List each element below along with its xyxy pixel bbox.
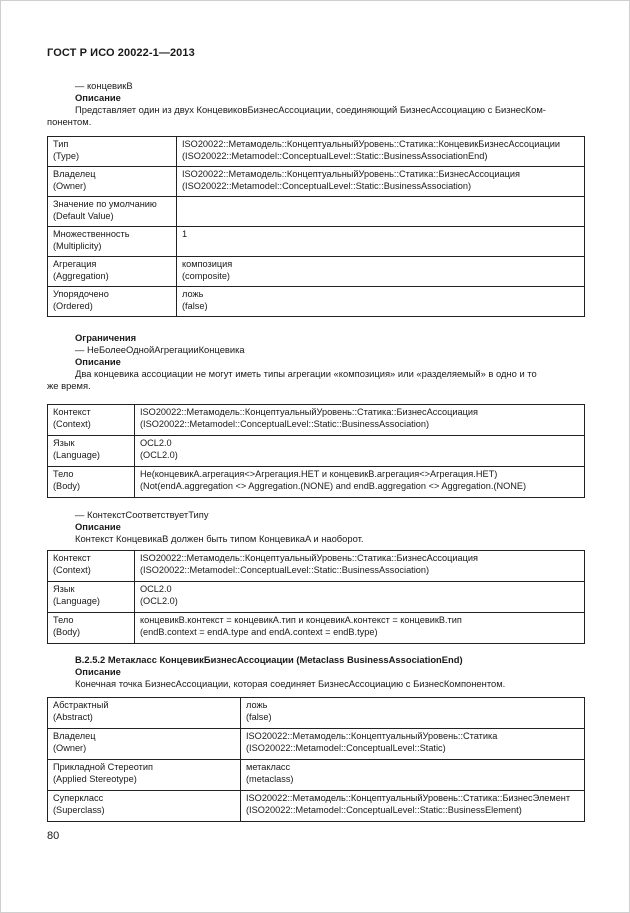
table-row <box>48 405 585 436</box>
table-value: ISO20022::Метамодель::КонцептуальныйУровень::Статика::БизнесЭлемент (ISO20022::Metamodel::ConceptualLevel::Static::BusinessElement) <box>241 791 585 822</box>
table-value: ISO20022::Метамодель::КонцептуальныйУровень::Статика::БизнесАссоциация (ISO20022::Metamodel::ConceptualLevel::Static::BusinessAssociation) <box>135 405 585 436</box>
page-number: 80 <box>47 830 60 842</box>
table-value: метакласс (metaclass) <box>241 760 585 791</box>
table-row <box>48 287 585 317</box>
description-title: Описание <box>75 521 121 532</box>
section-metaclass <box>47 654 583 690</box>
properties-table-end-b <box>47 136 585 317</box>
table-row <box>48 227 585 257</box>
description-text: Представляет один из двух КонцевиковБизнесАссоциации, соединяющий БизнесАссоциацию с БизнесКом- <box>75 104 546 115</box>
table-value: OCL2.0 (OCL2.0) <box>135 436 585 467</box>
table-key: Тело (Body) <box>48 613 135 644</box>
table-row <box>48 137 585 167</box>
table-value: OCL2.0 (OCL2.0) <box>135 582 585 613</box>
section-heading: B.2.5.2 Метакласс КонцевикБизнесАссоциации (Metaclass BusinessAssociationEnd) <box>75 654 463 665</box>
table-row <box>48 551 585 582</box>
constraint-table-aggregation <box>47 404 585 498</box>
table-value: ISO20022::Метамодель::КонцептуальныйУровень::Статика (ISO20022::Metamodel::ConceptualLevel::Static) <box>241 729 585 760</box>
table-key: Владелец (Owner) <box>48 729 241 760</box>
section-context-type <box>47 509 583 545</box>
table-key: Прикладной Стереотип (Applied Stereotype) <box>48 760 241 791</box>
table-key: Абстрактный (Abstract) <box>48 698 241 729</box>
description-title: Описание <box>75 356 121 367</box>
table-row <box>48 257 585 287</box>
description-text: Конечная точка БизнесАссоциации, которая соединяет БизнесАссоциацию с БизнесКомпонентом. <box>75 678 506 689</box>
table-key: Агрегация (Aggregation) <box>48 257 177 287</box>
table-key: Тип (Type) <box>48 137 177 167</box>
section-constraints <box>47 332 583 392</box>
table-row <box>48 467 585 498</box>
document-header: ГОСТ Р ИСО 20022-1—2013 <box>47 47 195 59</box>
table-value: концевикB.контекст = концевикA.тип и концевикA.контекст = концевикB.тип (endB.context = endA.type and endA.context = endB.type) <box>135 613 585 644</box>
metaclass-table <box>47 697 585 822</box>
description-title: Описание <box>75 666 121 677</box>
table-value: ISO20022::Метамодель::КонцептуальныйУровень::Статика::КонцевикБизнесАссоциации (ISO20022::Metamodel::ConceptualLevel::Static::BusinessAssociationEnd) <box>177 137 585 167</box>
list-item: — НеБолееОднойАгрегацииКонцевика <box>75 344 245 355</box>
table-row <box>48 613 585 644</box>
table-key: Тело (Body) <box>48 467 135 498</box>
table-row <box>48 436 585 467</box>
table-key: Язык (Language) <box>48 436 135 467</box>
table-row <box>48 729 585 760</box>
description-text-cont: же время. <box>47 380 91 391</box>
table-row <box>48 791 585 822</box>
list-item: — КонтекстСоответствуетТипу <box>75 509 209 520</box>
section-end-b <box>47 80 583 128</box>
table-row <box>48 582 585 613</box>
table-key: Контекст (Context) <box>48 551 135 582</box>
description-text: Контекст КонцевикаB должен быть типом КонцевикаA и наоборот. <box>75 533 364 544</box>
constraints-title: Ограничения <box>75 332 137 343</box>
table-row <box>48 698 585 729</box>
table-value: ложь (false) <box>177 287 585 317</box>
table-key: Упорядочено (Ordered) <box>48 287 177 317</box>
table-value: Не(концевикA.агрегация<>Агрегация.НЕТ и концевикB.агрегация<>Агрегация.НЕТ) (Not(endA.aggregation <> Aggregation.(NONE) and endB.aggregation <> Aggregation.(NONE) <box>135 467 585 498</box>
description-text: Два концевика ассоциации не могут иметь типы агрегации «композиция» или «разделяемый» в одно и то <box>75 368 537 379</box>
table-key: Контекст (Context) <box>48 405 135 436</box>
table-key: Язык (Language) <box>48 582 135 613</box>
table-value: ISO20022::Метамодель::КонцептуальныйУровень::Статика::БизнесАссоциация (ISO20022::Metamodel::ConceptualLevel::Static::BusinessAssociation) <box>177 167 585 197</box>
table-value: ISO20022::Метамодель::КонцептуальныйУровень::Статика::БизнесАссоциация (ISO20022::Metamodel::ConceptualLevel::Static::BusinessAssociation) <box>135 551 585 582</box>
table-value <box>177 197 585 227</box>
description-text-cont: понентом. <box>47 116 92 127</box>
table-value: композиция (composite) <box>177 257 585 287</box>
table-key: Множественность (Multiplicity) <box>48 227 177 257</box>
description-title: Описание <box>75 92 121 103</box>
table-row <box>48 167 585 197</box>
table-key: Владелец (Owner) <box>48 167 177 197</box>
table-key: Значение по умолчанию (Default Value) <box>48 197 177 227</box>
table-row <box>48 760 585 791</box>
list-item: — концевикB <box>75 80 133 91</box>
table-value: 1 <box>177 227 585 257</box>
table-value: ложь (false) <box>241 698 585 729</box>
table-row <box>48 197 585 227</box>
table-key: Суперкласс (Superclass) <box>48 791 241 822</box>
constraint-table-context <box>47 550 585 644</box>
